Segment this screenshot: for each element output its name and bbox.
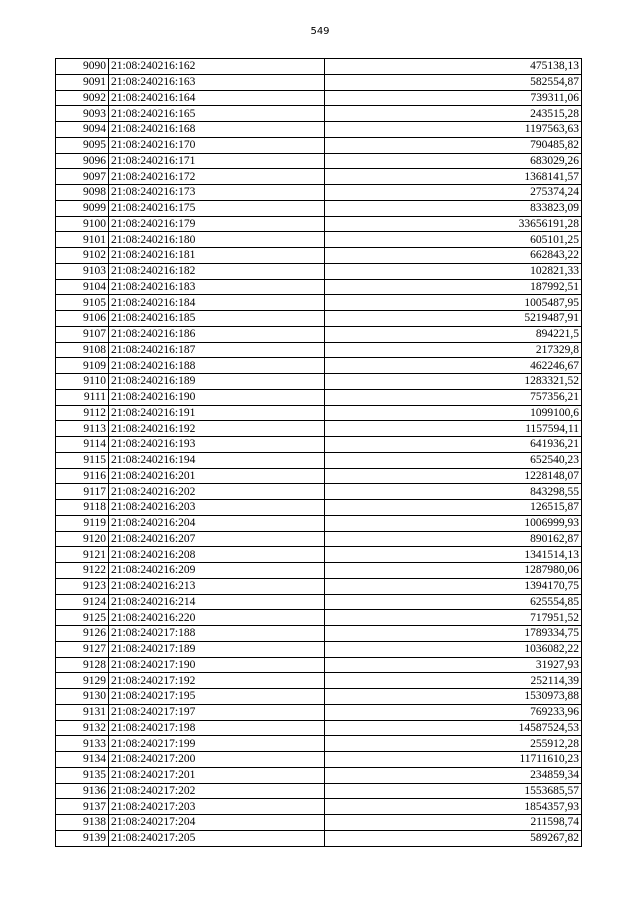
row-number-cell: 9138 <box>56 815 109 831</box>
row-number-cell: 9114 <box>56 437 109 453</box>
row-number-cell: 9097 <box>56 169 109 185</box>
value-cell: 717951,52 <box>325 610 582 626</box>
table-row <box>56 153 582 169</box>
row-number-cell: 9124 <box>56 594 109 610</box>
row-number-cell: 9133 <box>56 736 109 752</box>
cadastral-code-cell: 21:08:240216:173 <box>109 185 325 201</box>
cadastral-code-cell: 21:08:240216:203 <box>109 500 325 516</box>
table-row <box>56 563 582 579</box>
table-row <box>56 358 582 374</box>
row-number-cell: 9100 <box>56 216 109 232</box>
value-cell: 275374,24 <box>325 185 582 201</box>
cadastral-code-cell: 21:08:240217:204 <box>109 815 325 831</box>
row-number-cell: 9096 <box>56 153 109 169</box>
table-row <box>56 374 582 390</box>
cadastral-code-cell: 21:08:240217:189 <box>109 641 325 657</box>
row-number-cell: 9120 <box>56 531 109 547</box>
value-cell: 1036082,22 <box>325 641 582 657</box>
cadastral-code-cell: 21:08:240217:199 <box>109 736 325 752</box>
value-cell: 1789334,75 <box>325 626 582 642</box>
table-row <box>56 500 582 516</box>
row-number-cell: 9093 <box>56 106 109 122</box>
cadastral-code-cell: 21:08:240216:194 <box>109 452 325 468</box>
table-row <box>56 326 582 342</box>
value-cell: 1854357,93 <box>325 799 582 815</box>
value-cell: 790485,82 <box>325 137 582 153</box>
table-row <box>56 106 582 122</box>
cadastral-code-cell: 21:08:240216:220 <box>109 610 325 626</box>
cadastral-code-cell: 21:08:240216:180 <box>109 232 325 248</box>
value-cell: 1368141,57 <box>325 169 582 185</box>
cadastral-code-cell: 21:08:240217:188 <box>109 626 325 642</box>
row-number-cell: 9130 <box>56 689 109 705</box>
cadastral-code-cell: 21:08:240216:209 <box>109 563 325 579</box>
cadastral-code-cell: 21:08:240217:197 <box>109 704 325 720</box>
row-number-cell: 9104 <box>56 279 109 295</box>
row-number-cell: 9103 <box>56 263 109 279</box>
row-number-cell: 9127 <box>56 641 109 657</box>
table-row <box>56 468 582 484</box>
value-cell: 662843,22 <box>325 248 582 264</box>
row-number-cell: 9102 <box>56 248 109 264</box>
cadastral-code-cell: 21:08:240216:182 <box>109 263 325 279</box>
table-row <box>56 216 582 232</box>
table-row <box>56 74 582 90</box>
cadastral-code-cell: 21:08:240216:162 <box>109 59 325 75</box>
cadastral-code-cell: 21:08:240216:172 <box>109 169 325 185</box>
table-row <box>56 531 582 547</box>
table-row <box>56 200 582 216</box>
cadastral-code-cell: 21:08:240216:208 <box>109 547 325 563</box>
row-number-cell: 9129 <box>56 673 109 689</box>
table-row <box>56 137 582 153</box>
cadastral-code-cell: 21:08:240216:207 <box>109 531 325 547</box>
value-cell: 582554,87 <box>325 74 582 90</box>
table-row <box>56 830 582 846</box>
value-cell: 475138,13 <box>325 59 582 75</box>
row-number-cell: 9121 <box>56 547 109 563</box>
value-cell: 11711610,23 <box>325 752 582 768</box>
row-number-cell: 9106 <box>56 311 109 327</box>
value-cell: 641936,21 <box>325 437 582 453</box>
table-row <box>56 405 582 421</box>
value-cell: 234859,34 <box>325 767 582 783</box>
cadastral-code-cell: 21:08:240216:186 <box>109 326 325 342</box>
table-row <box>56 295 582 311</box>
table-row <box>56 720 582 736</box>
table-row <box>56 263 582 279</box>
row-number-cell: 9109 <box>56 358 109 374</box>
value-cell: 5219487,91 <box>325 311 582 327</box>
table-row <box>56 279 582 295</box>
cadastral-code-cell: 21:08:240216:201 <box>109 468 325 484</box>
table-row <box>56 626 582 642</box>
value-cell: 126515,87 <box>325 500 582 516</box>
value-cell: 1394170,75 <box>325 578 582 594</box>
row-number-cell: 9135 <box>56 767 109 783</box>
cadastral-code-cell: 21:08:240217:192 <box>109 673 325 689</box>
cadastral-code-cell: 21:08:240216:202 <box>109 484 325 500</box>
row-number-cell: 9126 <box>56 626 109 642</box>
data-table <box>55 58 582 847</box>
row-number-cell: 9099 <box>56 200 109 216</box>
value-cell: 833823,09 <box>325 200 582 216</box>
table-row <box>56 484 582 500</box>
value-cell: 1099100,6 <box>325 405 582 421</box>
table-row <box>56 185 582 201</box>
row-number-cell: 9134 <box>56 752 109 768</box>
table-row <box>56 389 582 405</box>
table-row <box>56 689 582 705</box>
value-cell: 589267,82 <box>325 830 582 846</box>
cadastral-code-cell: 21:08:240216:179 <box>109 216 325 232</box>
row-number-cell: 9095 <box>56 137 109 153</box>
value-cell: 211598,74 <box>325 815 582 831</box>
cadastral-code-cell: 21:08:240217:198 <box>109 720 325 736</box>
table-row <box>56 90 582 106</box>
value-cell: 462246,67 <box>325 358 582 374</box>
table-row <box>56 248 582 264</box>
row-number-cell: 9139 <box>56 830 109 846</box>
cadastral-code-cell: 21:08:240216:193 <box>109 437 325 453</box>
table-row <box>56 59 582 75</box>
table-row <box>56 736 582 752</box>
table-row <box>56 547 582 563</box>
cadastral-code-cell: 21:08:240216:204 <box>109 515 325 531</box>
cadastral-code-cell: 21:08:240216:191 <box>109 405 325 421</box>
table-row <box>56 342 582 358</box>
row-number-cell: 9123 <box>56 578 109 594</box>
table-row <box>56 515 582 531</box>
table-row <box>56 452 582 468</box>
value-cell: 625554,85 <box>325 594 582 610</box>
cadastral-code-cell: 21:08:240216:163 <box>109 74 325 90</box>
table-row <box>56 657 582 673</box>
cadastral-code-cell: 21:08:240217:190 <box>109 657 325 673</box>
row-number-cell: 9125 <box>56 610 109 626</box>
cadastral-code-cell: 21:08:240216:164 <box>109 90 325 106</box>
table-row <box>56 815 582 831</box>
cadastral-code-cell: 21:08:240216:214 <box>109 594 325 610</box>
value-cell: 252114,39 <box>325 673 582 689</box>
cadastral-code-cell: 21:08:240216:168 <box>109 122 325 138</box>
table-row <box>56 232 582 248</box>
value-cell: 14587524,53 <box>325 720 582 736</box>
row-number-cell: 9111 <box>56 389 109 405</box>
table-row <box>56 704 582 720</box>
cadastral-code-cell: 21:08:240216:189 <box>109 374 325 390</box>
value-cell: 1157594,11 <box>325 421 582 437</box>
table-row <box>56 673 582 689</box>
value-cell: 683029,26 <box>325 153 582 169</box>
table-row <box>56 594 582 610</box>
cadastral-code-cell: 21:08:240216:213 <box>109 578 325 594</box>
row-number-cell: 9094 <box>56 122 109 138</box>
table-row <box>56 169 582 185</box>
cadastral-code-cell: 21:08:240216:171 <box>109 153 325 169</box>
table-row <box>56 421 582 437</box>
table-body <box>56 59 582 847</box>
cadastral-code-cell: 21:08:240216:192 <box>109 421 325 437</box>
page-number: 549 <box>310 26 330 37</box>
cadastral-code-cell: 21:08:240217:201 <box>109 767 325 783</box>
cadastral-code-cell: 21:08:240217:205 <box>109 830 325 846</box>
table-row <box>56 767 582 783</box>
row-number-cell: 9131 <box>56 704 109 720</box>
value-cell: 894221,5 <box>325 326 582 342</box>
cadastral-code-cell: 21:08:240216:181 <box>109 248 325 264</box>
row-number-cell: 9119 <box>56 515 109 531</box>
cadastral-code-cell: 21:08:240216:165 <box>109 106 325 122</box>
row-number-cell: 9110 <box>56 374 109 390</box>
cadastral-code-cell: 21:08:240216:187 <box>109 342 325 358</box>
cadastral-code-cell: 21:08:240216:183 <box>109 279 325 295</box>
table-row <box>56 437 582 453</box>
cadastral-code-cell: 21:08:240216:175 <box>109 200 325 216</box>
value-cell: 1228148,07 <box>325 468 582 484</box>
value-cell: 1006999,93 <box>325 515 582 531</box>
table-row <box>56 610 582 626</box>
row-number-cell: 9112 <box>56 405 109 421</box>
value-cell: 1283321,52 <box>325 374 582 390</box>
row-number-cell: 9108 <box>56 342 109 358</box>
row-number-cell: 9090 <box>56 59 109 75</box>
row-number-cell: 9137 <box>56 799 109 815</box>
cadastral-code-cell: 21:08:240217:200 <box>109 752 325 768</box>
row-number-cell: 9117 <box>56 484 109 500</box>
value-cell: 217329,8 <box>325 342 582 358</box>
row-number-cell: 9132 <box>56 720 109 736</box>
row-number-cell: 9116 <box>56 468 109 484</box>
value-cell: 1287980,06 <box>325 563 582 579</box>
table-row <box>56 311 582 327</box>
cadastral-code-cell: 21:08:240217:203 <box>109 799 325 815</box>
value-cell: 1341514,13 <box>325 547 582 563</box>
value-cell: 843298,55 <box>325 484 582 500</box>
value-cell: 1530973,88 <box>325 689 582 705</box>
row-number-cell: 9122 <box>56 563 109 579</box>
cadastral-code-cell: 21:08:240217:202 <box>109 783 325 799</box>
row-number-cell: 9136 <box>56 783 109 799</box>
row-number-cell: 9091 <box>56 74 109 90</box>
cadastral-code-cell: 21:08:240216:190 <box>109 389 325 405</box>
value-cell: 1005487,95 <box>325 295 582 311</box>
value-cell: 757356,21 <box>325 389 582 405</box>
row-number-cell: 9092 <box>56 90 109 106</box>
value-cell: 31927,93 <box>325 657 582 673</box>
value-cell: 33656191,28 <box>325 216 582 232</box>
value-cell: 769233,96 <box>325 704 582 720</box>
value-cell: 187992,51 <box>325 279 582 295</box>
row-number-cell: 9118 <box>56 500 109 516</box>
cadastral-code-cell: 21:08:240216:185 <box>109 311 325 327</box>
table-row <box>56 752 582 768</box>
value-cell: 243515,28 <box>325 106 582 122</box>
cadastral-code-cell: 21:08:240217:195 <box>109 689 325 705</box>
value-cell: 739311,06 <box>325 90 582 106</box>
value-cell: 1553685,57 <box>325 783 582 799</box>
value-cell: 890162,87 <box>325 531 582 547</box>
table-row <box>56 122 582 138</box>
row-number-cell: 9101 <box>56 232 109 248</box>
value-cell: 102821,33 <box>325 263 582 279</box>
cadastral-code-cell: 21:08:240216:184 <box>109 295 325 311</box>
row-number-cell: 9107 <box>56 326 109 342</box>
value-cell: 1197563,63 <box>325 122 582 138</box>
row-number-cell: 9098 <box>56 185 109 201</box>
value-cell: 652540,23 <box>325 452 582 468</box>
table-row <box>56 578 582 594</box>
table-row <box>56 641 582 657</box>
row-number-cell: 9115 <box>56 452 109 468</box>
row-number-cell: 9113 <box>56 421 109 437</box>
table-row <box>56 783 582 799</box>
cadastral-code-cell: 21:08:240216:170 <box>109 137 325 153</box>
cadastral-code-cell: 21:08:240216:188 <box>109 358 325 374</box>
value-cell: 605101,25 <box>325 232 582 248</box>
value-cell: 255912,28 <box>325 736 582 752</box>
row-number-cell: 9105 <box>56 295 109 311</box>
table-row <box>56 799 582 815</box>
row-number-cell: 9128 <box>56 657 109 673</box>
